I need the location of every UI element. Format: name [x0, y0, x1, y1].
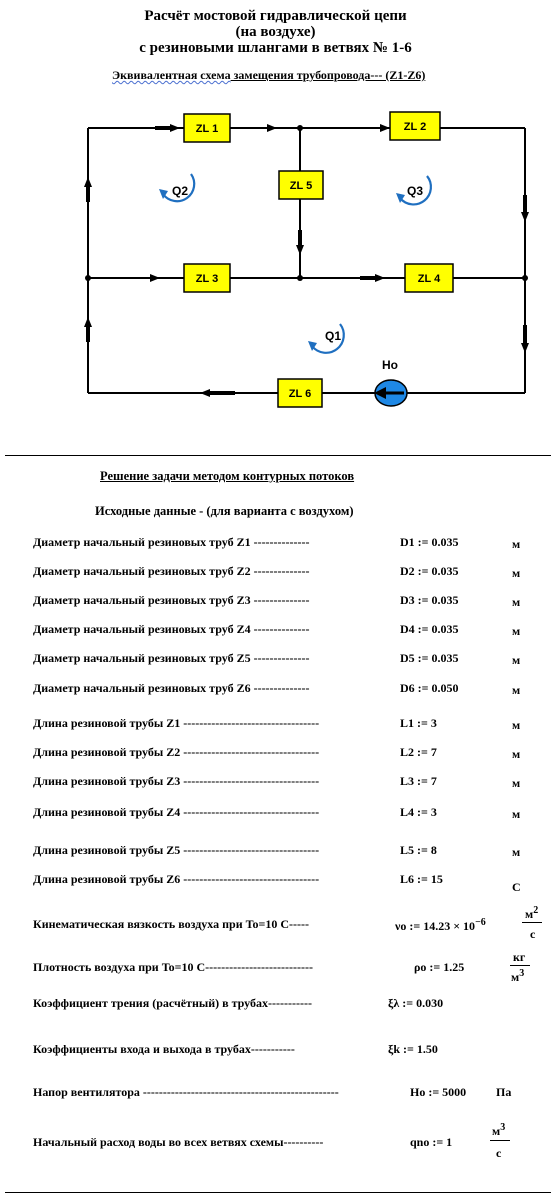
param-unit: м: [512, 718, 521, 732]
param-value: D2 := 0.035: [400, 564, 459, 578]
viscosity-unit-num: [525, 905, 538, 922]
loop-q1: Q1: [325, 329, 342, 343]
viscosity-unit-m: м: [525, 907, 534, 921]
divider-top: [5, 455, 551, 456]
param-label: Диаметр начальный резиновых труб Z3 --------------: [33, 593, 310, 607]
param-unit: м: [512, 807, 521, 821]
flow-unit-exp: 3: [500, 1122, 506, 1133]
density-unit-den: [511, 968, 524, 985]
viscosity-number: 14.23 × 10: [423, 919, 476, 933]
viscosity-exp: −6: [475, 917, 486, 928]
flow-label: Начальный расход воды во всех ветвях схемы----------: [33, 1135, 324, 1149]
scheme-caption: [112, 68, 425, 83]
title-line-2: (на воздухе): [235, 24, 316, 40]
param-value: D3 := 0.035: [400, 593, 459, 607]
density-label: Плотность воздуха при To=10 C---------------------------: [33, 960, 314, 974]
param-label: Диаметр начальный резиновых труб Z5 --------------: [33, 651, 310, 665]
flow-value: qno := 1: [410, 1135, 453, 1149]
param-value: L1 := 3: [400, 716, 437, 730]
density-unit-exp: 3: [519, 968, 525, 979]
element-zl5: ZL 5: [289, 180, 313, 192]
param-label: Диаметр начальный резиновых труб Z4 --------------: [33, 622, 310, 636]
param-unit: м: [512, 747, 521, 761]
fan-value: Ho := 5000: [410, 1085, 467, 1099]
entry-value: ξk := 1.50: [388, 1042, 438, 1056]
density-fraction-bar: [510, 965, 530, 966]
flow-fraction-bar: [490, 1140, 510, 1141]
element-zl2: ZL 2: [403, 121, 427, 133]
loop-q3: Q3: [407, 184, 424, 198]
element-zl6: ZL 6: [288, 388, 312, 400]
circuit-diagram: [0, 95, 551, 425]
element-zl4: ZL 4: [417, 273, 441, 285]
param-unit: м: [512, 566, 521, 580]
param-value: L2 := 7: [400, 745, 437, 759]
fan-label: Напор вентилятора -------------------------------------------------: [33, 1085, 339, 1099]
density-value: ρo := 1.25: [414, 960, 465, 974]
param-label: Диаметр начальный резиновых труб Z2 --------------: [33, 564, 310, 578]
solution-title: Решение задачи методом контурных потоков: [100, 469, 355, 483]
initial-data-heading: Исходные данные - (для варианта с воздухом): [95, 504, 354, 518]
friction-label: Коэффициент трения (расчётный) в трубах-----------: [33, 996, 312, 1010]
param-label: Длина резиновой трубы Z2 ----------------------------------: [33, 745, 320, 759]
element-zl3: ZL 3: [195, 273, 219, 285]
param-label: Длина резиновой трубы Z6 ----------------------------------: [33, 872, 320, 886]
param-value: L5 := 8: [400, 843, 437, 857]
param-value: D6 := 0.050: [400, 681, 459, 695]
param-label: Длина резиновой трубы Z1 ----------------------------------: [33, 716, 320, 730]
entry-label: Коэффициенты входа и выхода в трубах-----------: [33, 1042, 295, 1056]
viscosity-unit-exp: 2: [533, 905, 539, 916]
param-value: D4 := 0.035: [400, 622, 459, 636]
viscosity-unit-den: с: [530, 927, 536, 941]
flow-unit-den: с: [496, 1146, 502, 1160]
flow-unit-num: [492, 1122, 505, 1139]
param-unit: С: [512, 880, 521, 894]
param-value: D1 := 0.035: [400, 535, 459, 549]
friction-value: ξλ := 0.030: [388, 996, 444, 1010]
param-unit: м: [512, 845, 521, 859]
param-unit: м: [512, 653, 521, 667]
param-unit: м: [512, 683, 521, 697]
title-line-1: Расчёт мостовой гидравлической цепи: [144, 8, 407, 24]
loop-q2: Q2: [172, 184, 189, 198]
param-label: Длина резиновой трубы Z5 ----------------------------------: [33, 843, 320, 857]
title-line-3: с резиновыми шлангами в ветвях № 1-6: [139, 40, 412, 56]
param-label: Диаметр начальный резиновых труб Z6 --------------: [33, 681, 310, 695]
param-value: L4 := 3: [400, 805, 437, 819]
flow-unit-m: м: [492, 1124, 501, 1138]
viscosity-fraction-bar: [522, 922, 542, 923]
param-unit: м: [512, 624, 521, 638]
param-label: Диаметр начальный резиновых труб Z1 --------------: [33, 535, 310, 549]
fan-unit: Па: [496, 1085, 512, 1099]
param-unit: м: [512, 537, 521, 551]
param-value: L3 := 7: [400, 774, 437, 788]
scheme-caption-main: Эквивалентная схема: [112, 68, 231, 82]
scheme-caption-rest: замещения трубопровода--- (Z1-Z6): [230, 68, 426, 82]
density-unit-num: кг: [513, 950, 526, 964]
source-label: Ho: [382, 358, 398, 372]
param-value: L6 := 15: [400, 872, 443, 886]
param-value: D5 := 0.035: [400, 651, 459, 665]
param-unit: м: [512, 776, 521, 790]
viscosity-name: νo: [395, 919, 407, 933]
density-unit-m: м: [511, 970, 520, 984]
param-label: Длина резиновой трубы Z4 ----------------------------------: [33, 805, 320, 819]
divider-bottom: [5, 1192, 551, 1193]
viscosity-label: Кинематическая вязкость воздуха при To=10 C-----: [33, 917, 309, 931]
element-zl1: ZL 1: [195, 123, 219, 135]
param-unit: м: [512, 595, 521, 609]
viscosity-value: νo := $14.23 \times 10^{-6}$: [395, 917, 486, 933]
param-label: Длина резиновой трубы Z3 ----------------------------------: [33, 774, 320, 788]
